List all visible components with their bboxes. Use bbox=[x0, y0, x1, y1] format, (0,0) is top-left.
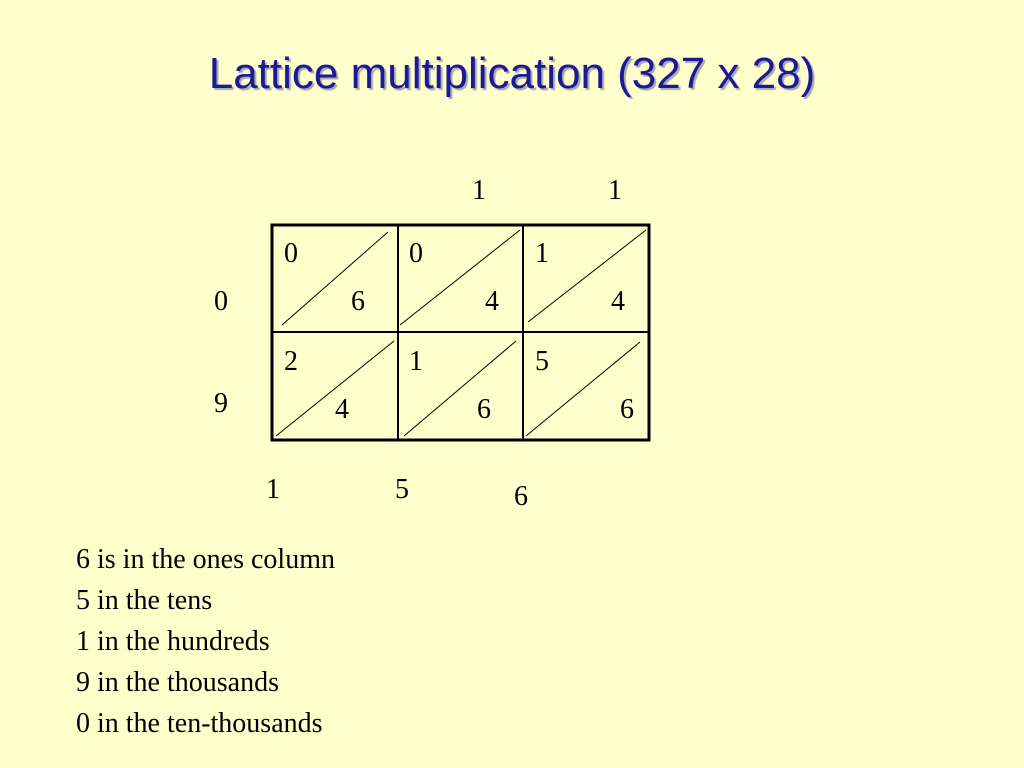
note-line: 1 in the hundreds bbox=[76, 626, 270, 657]
bottom-result-digit: 5 bbox=[395, 474, 409, 505]
top-carry-digit: 1 bbox=[472, 175, 486, 206]
cell-lower-digit: 4 bbox=[611, 286, 625, 317]
cell-lower-digit: 6 bbox=[351, 286, 365, 317]
cell-upper-digit: 1 bbox=[535, 238, 549, 269]
bottom-result-digit: 6 bbox=[514, 481, 528, 512]
cell-upper-digit: 1 bbox=[409, 346, 423, 377]
cell-upper-digit: 0 bbox=[284, 238, 298, 269]
bottom-result-digit: 1 bbox=[266, 474, 280, 505]
cell-lower-digit: 4 bbox=[335, 394, 349, 425]
note-line: 6 is in the ones column bbox=[76, 544, 335, 575]
cell-upper-digit: 5 bbox=[535, 346, 549, 377]
place-value-notes bbox=[76, 539, 335, 744]
note-line: 0 in the ten-thousands bbox=[76, 708, 323, 739]
slide-title: Lattice multiplication (327 x 28) bbox=[208, 49, 816, 98]
cell-lower-digit: 6 bbox=[477, 394, 491, 425]
left-result-digit: 0 bbox=[214, 286, 228, 317]
cell-upper-digit: 0 bbox=[409, 238, 423, 269]
top-carry-digit: 1 bbox=[608, 175, 622, 206]
cell-lower-digit: 6 bbox=[620, 394, 634, 425]
note-line: 9 in the thousands bbox=[76, 667, 279, 698]
left-result-digit: 9 bbox=[214, 388, 228, 419]
note-line: 5 in the tens bbox=[76, 585, 213, 616]
cell-lower-digit: 4 bbox=[485, 286, 499, 317]
cell-upper-digit: 2 bbox=[284, 346, 298, 377]
